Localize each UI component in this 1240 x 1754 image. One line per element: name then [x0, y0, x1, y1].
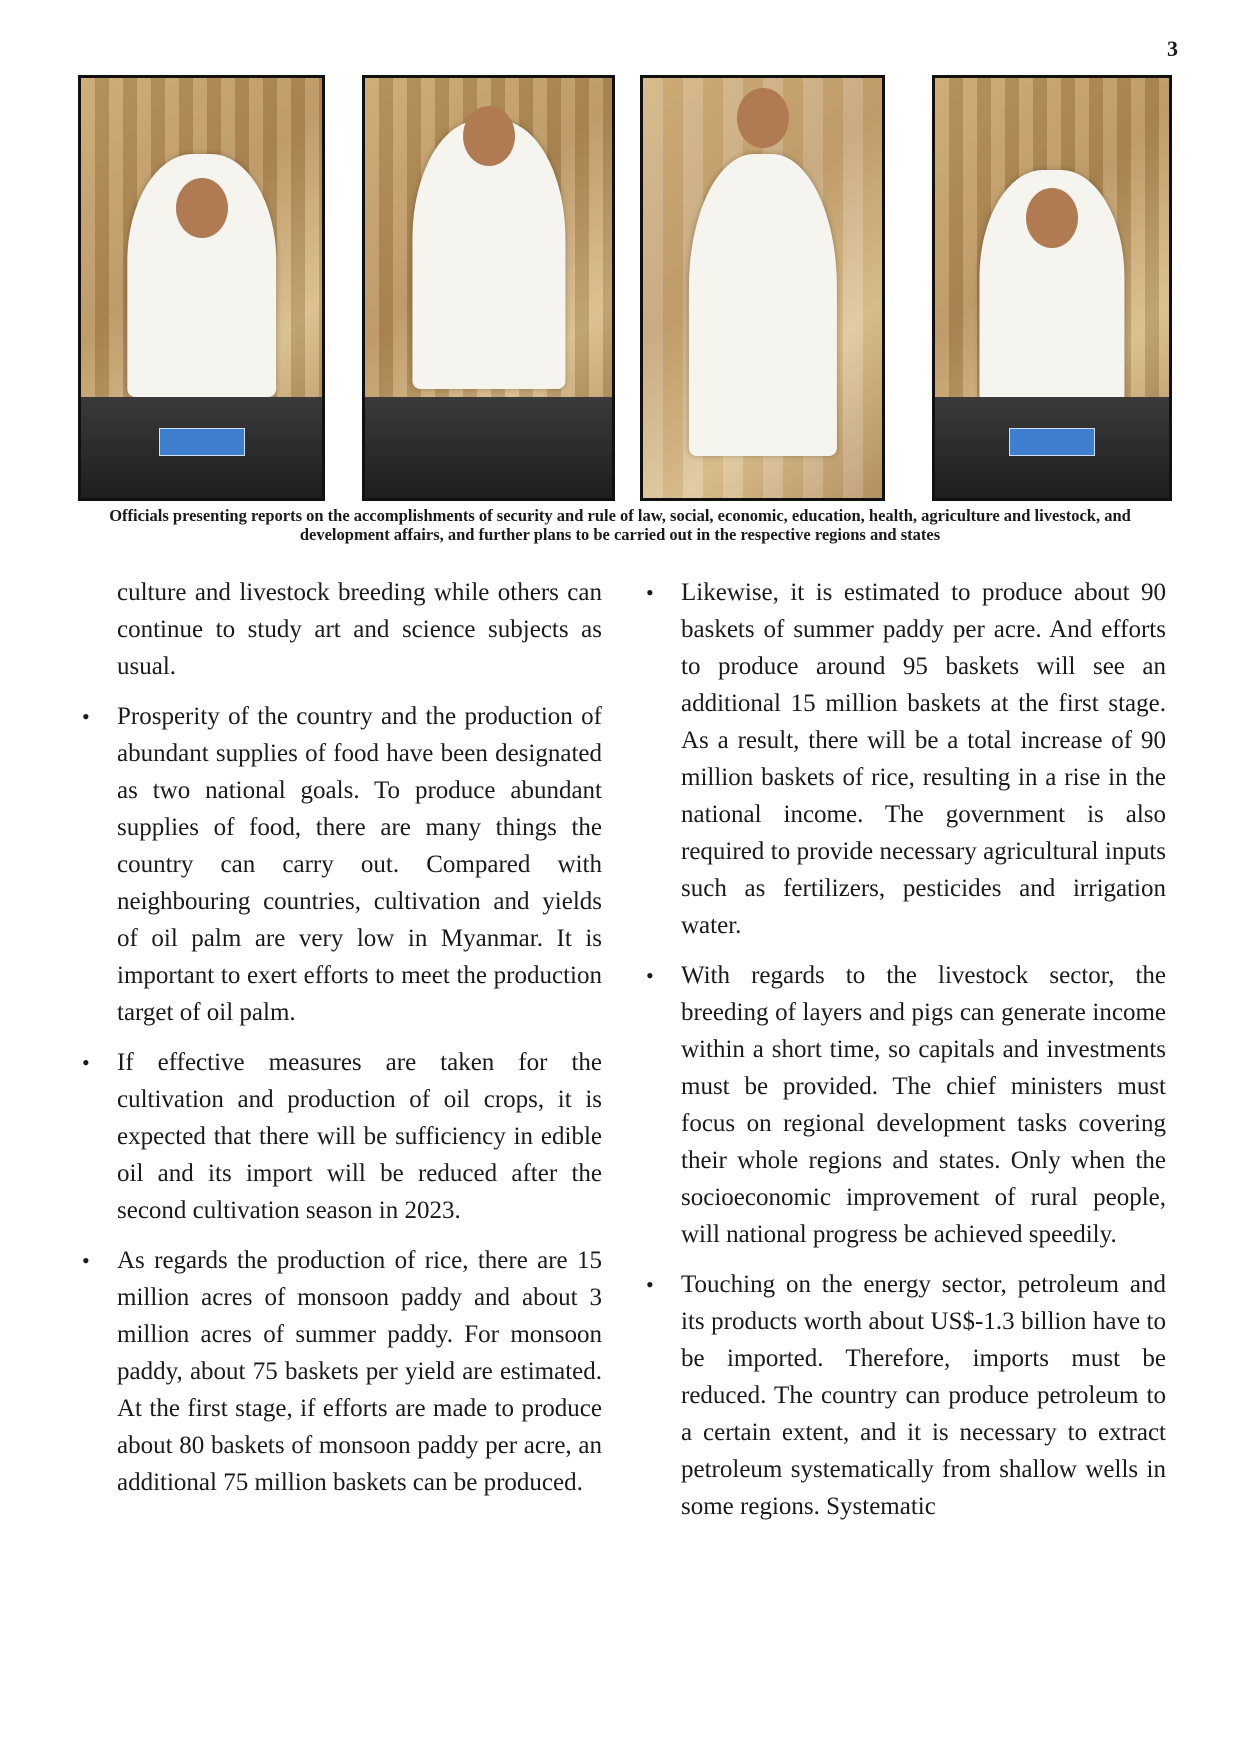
right-column: [681, 574, 1166, 1538]
continued-paragraph: culture and livestock breeding while others can continue to study art and science subjects as usual.: [117, 579, 602, 680]
bullet-paragraph: • If effective measures are taken for the cultivation and production of oil crops, it is expected that there will be sufficiency in edible oil and its import will be reduced after the second cultivation season in 2023.: [117, 1044, 602, 1229]
bullet-paragraph: • Touching on the energy sector, petroleum and its products worth about US$-1.3 billion have to be imported. Therefore, imports must be reduced. The country can produce petroleum to a certain extent, and it is necessary to extract petroleum systematically from shallow wells in some regions. Systematic: [681, 1266, 1166, 1525]
bullet-paragraph: • Likewise, it is estimated to produce about 90 baskets of summer paddy per acre. And efforts to produce around 95 baskets will see an additional 15 million baskets at the first stage. As a result, there will be a total increase of 90 million baskets of rice, resulting in a rise in the national income. The government is also required to provide necessary agricultural inputs such as fertilizers, pesticides and irrigation water.: [681, 574, 1166, 944]
official-presenting-photo-2: [362, 75, 615, 501]
bullet-paragraph: • As regards the production of rice, there are 15 million acres of monsoon paddy and about 3 million acres of summer paddy. For monsoon paddy, about 75 baskets per yield are estimated. At the first stage, if efforts are made to produce about 80 baskets of monsoon paddy per acre, an additional 75 million baskets can be produced.: [117, 1242, 602, 1501]
page-number: 3: [1167, 36, 1178, 61]
bullet-paragraph: • With regards to the livestock sector, the breeding of layers and pigs can generate income within a short time, so capitals and investments must be provided. The chief ministers must focus on regional development tasks covering their whole regions and states. Only when the socioeconomic improvement of rural people, will national progress be achieved speedily.: [681, 957, 1166, 1253]
photo-caption: Officials presenting reports on the accomplishments of security and rule of law, social, economic, education, health, agriculture and livestock, and development affairs, and further plans to be carried out in the respective regions and states: [109, 506, 1131, 544]
bullet-paragraph: • Prosperity of the country and the production of abundant supplies of food have been designated as two national goals. To produce abundant supplies of food, there are many things the country can carry out. Compared with neighbouring countries, cultivation and yields of oil palm are very low in Myanmar. It is important to exert efforts to meet the production target of oil palm.: [117, 698, 602, 1031]
left-column: [117, 574, 602, 1514]
official-presenting-photo-4: [932, 75, 1172, 501]
official-presenting-photo-1: [78, 75, 325, 501]
official-presenting-photo-3: [640, 75, 885, 501]
